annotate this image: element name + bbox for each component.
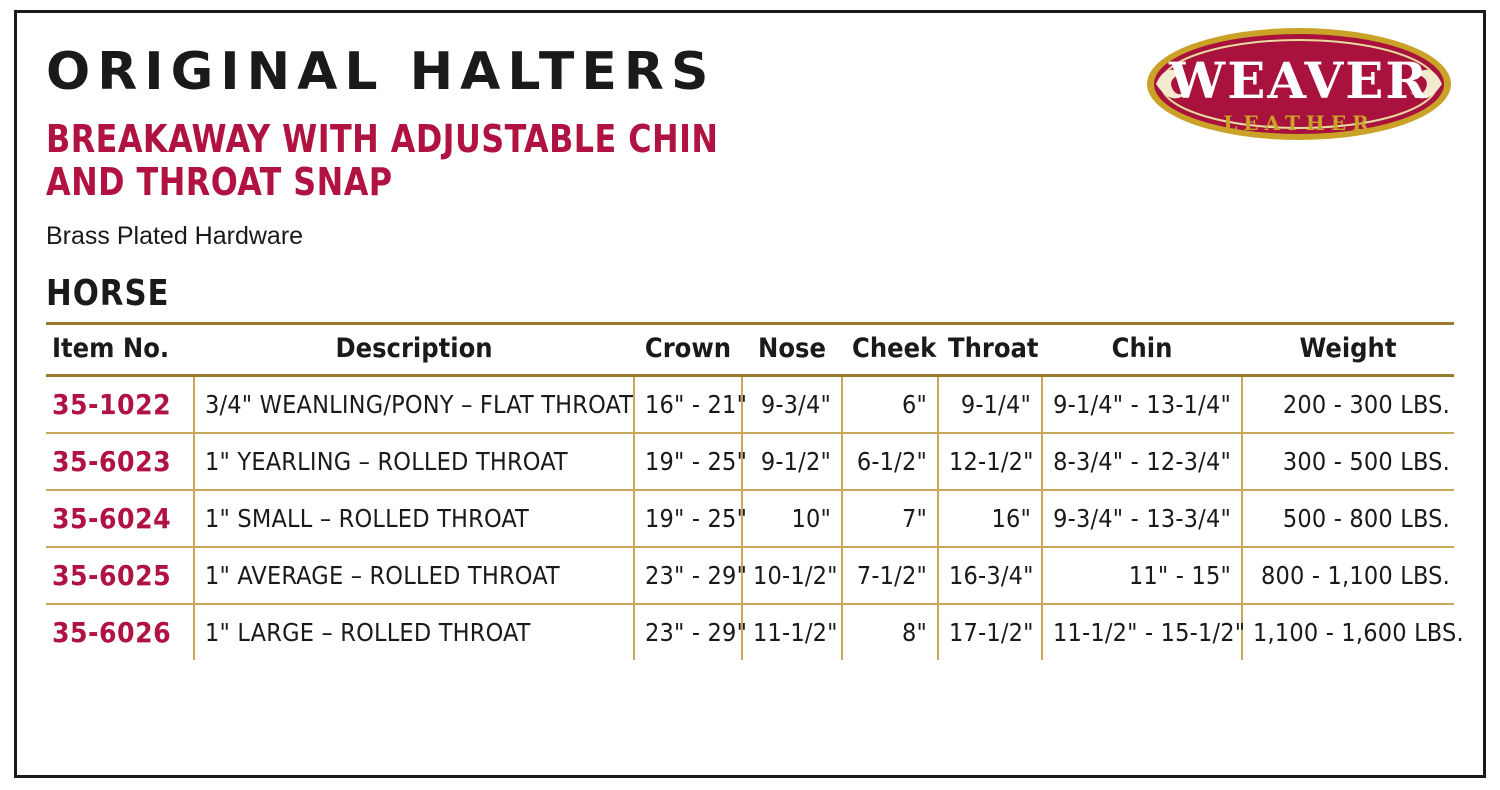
hardware-note: Brass Plated Hardware <box>46 221 304 250</box>
table-row <box>46 547 1454 604</box>
cell-chin: 8-3/4" - 12-3/4" <box>1042 433 1242 490</box>
cell-chin: 9-1/4" - 13-1/4" <box>1042 375 1242 433</box>
cell-crown: 23" - 29" <box>634 604 742 660</box>
cell-nose: 9-1/2" <box>742 433 842 490</box>
cell-cheek: 6-1/2" <box>842 433 938 490</box>
cell-crown: 16" - 21" <box>634 375 742 433</box>
cell-description: 1" YEARLING – ROLLED THROAT <box>194 433 634 490</box>
cell-throat: 16-3/4" <box>938 547 1042 604</box>
cell-item-no: 35-1022 <box>46 375 194 433</box>
column-header-throat: Throat <box>938 323 1042 375</box>
cell-throat: 12-1/2" <box>938 433 1042 490</box>
cell-nose: 9-3/4" <box>742 375 842 433</box>
cell-item-no: 35-6025 <box>46 547 194 604</box>
svg-text:WEAVER: WEAVER <box>1169 51 1429 110</box>
svg-text:LEATHER: LEATHER <box>1223 111 1375 135</box>
cell-chin: 11" - 15" <box>1042 547 1242 604</box>
cell-description: 1" LARGE – ROLLED THROAT <box>194 604 634 660</box>
subtitle-line-1: BREAKAWAY WITH ADJUSTABLE CHIN <box>46 117 719 161</box>
cell-description: 1" AVERAGE – ROLLED THROAT <box>194 547 634 604</box>
cell-chin: 11-1/2" - 15-1/2" <box>1042 604 1242 660</box>
column-header-nose: Nose <box>742 323 842 375</box>
column-header-description: Description <box>194 323 634 375</box>
cell-weight: 500 - 800 LBS. <box>1242 490 1454 547</box>
table-header-row <box>46 323 1454 375</box>
column-header-weight: Weight <box>1242 323 1454 375</box>
page-title: ORIGINAL HALTERS <box>46 42 716 102</box>
section-heading-horse: HORSE <box>46 272 170 314</box>
column-header-crown: Crown <box>634 323 742 375</box>
column-header-chin: Chin <box>1042 323 1242 375</box>
cell-weight: 200 - 300 LBS. <box>1242 375 1454 433</box>
column-header-cheek: Cheek <box>842 323 938 375</box>
cell-cheek: 8" <box>842 604 938 660</box>
subtitle-line-2: AND THROAT SNAP <box>46 159 393 204</box>
cell-item-no: 35-6023 <box>46 433 194 490</box>
cell-item-no: 35-6026 <box>46 604 194 660</box>
cell-throat: 17-1/2" <box>938 604 1042 660</box>
table-row <box>46 375 1454 433</box>
cell-description: 3/4" WEANLING/PONY – FLAT THROAT <box>194 375 634 433</box>
cell-item-no: 35-6024 <box>46 490 194 547</box>
cell-throat: 16" <box>938 490 1042 547</box>
cell-nose: 10-1/2" <box>742 547 842 604</box>
cell-weight: 800 - 1,100 LBS. <box>1242 547 1454 604</box>
cell-crown: 23" - 29" <box>634 547 742 604</box>
specs-table <box>46 322 1464 660</box>
cell-description: 1" SMALL – ROLLED THROAT <box>194 490 634 547</box>
table-row <box>46 433 1454 490</box>
cell-weight: 300 - 500 LBS. <box>1242 433 1454 490</box>
table-row <box>46 604 1454 660</box>
column-header-item-no: Item No. <box>46 323 194 375</box>
cell-weight: 1,100 - 1,600 LBS. <box>1253 617 1464 647</box>
cell-chin: 9-3/4" - 13-3/4" <box>1042 490 1242 547</box>
cell-nose: 10" <box>742 490 842 547</box>
cell-nose: 11-1/2" <box>742 604 842 660</box>
cell-cheek: 7" <box>842 490 938 547</box>
page-subtitle <box>46 118 864 204</box>
cell-cheek: 7-1/2" <box>842 547 938 604</box>
sheet-content <box>46 42 1464 660</box>
table-row <box>46 490 1454 547</box>
cell-cheek: 6" <box>842 375 938 433</box>
cell-crown: 19" - 25" <box>634 490 742 547</box>
cell-throat: 9-1/4" <box>938 375 1042 433</box>
cell-crown: 19" - 25" <box>634 433 742 490</box>
